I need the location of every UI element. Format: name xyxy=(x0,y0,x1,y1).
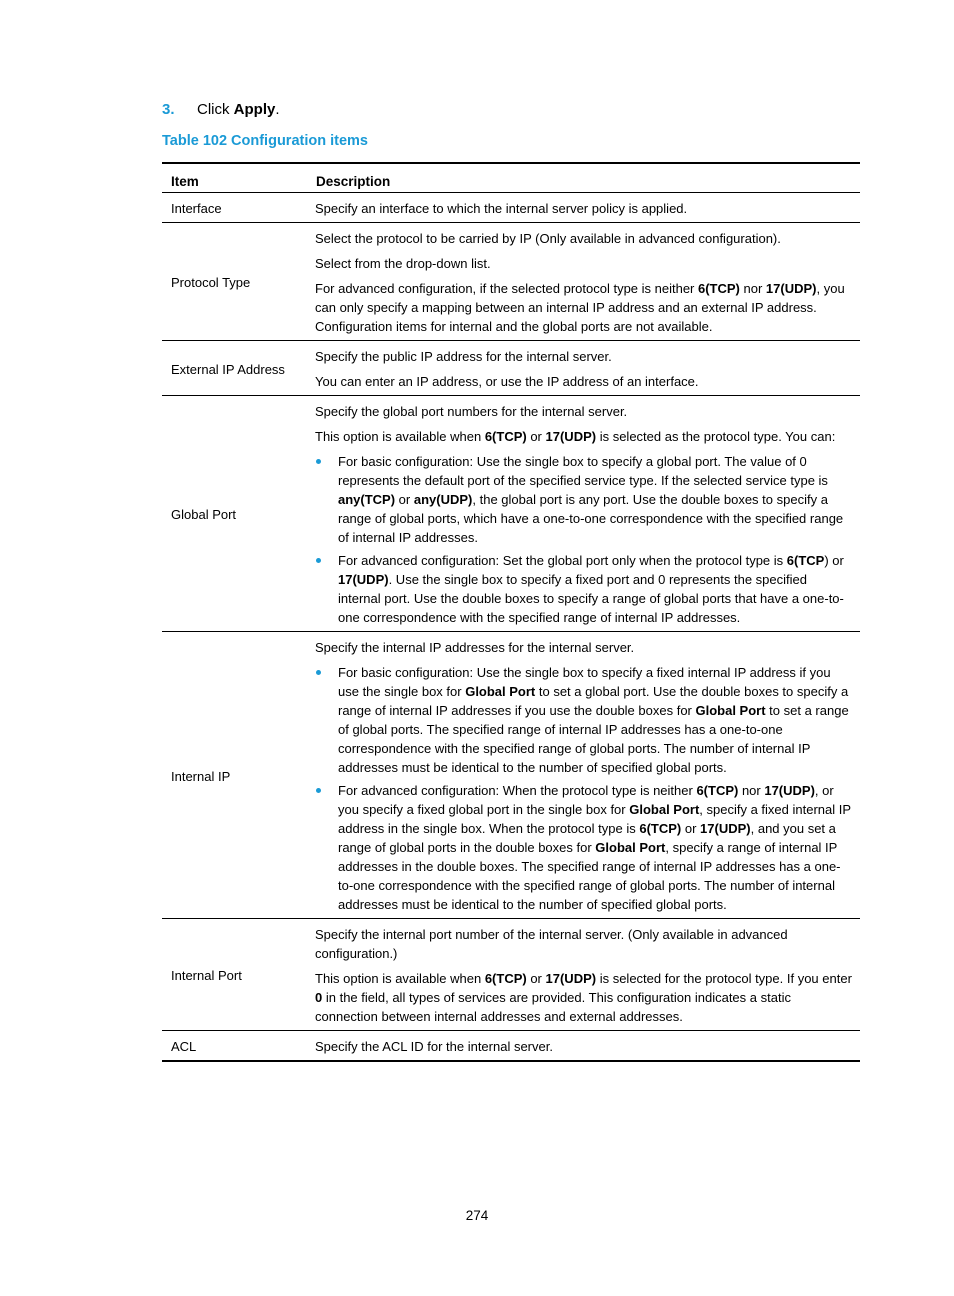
description-paragraph xyxy=(315,427,852,446)
page-number: 274 xyxy=(465,1208,489,1223)
text-run: For advanced configuration: When the protocol type is neither xyxy=(338,783,697,798)
text-run: nor xyxy=(739,281,766,296)
description-paragraph xyxy=(315,638,852,657)
text-run: Specify the global port numbers for the internal server. xyxy=(315,404,628,419)
text-run: Select the protocol to be carried by IP (Only available in advanced configuration). xyxy=(315,231,781,246)
description-cell xyxy=(307,341,860,396)
bold-term: 6(TCP) xyxy=(484,429,527,444)
description-cell xyxy=(307,396,860,632)
text-run: or xyxy=(395,492,414,507)
text-run: to set a range of global ports. The specified range of internal IP addresses has a one-to-one correspondence with the specified range of global ports. The number of internal IP addresses must be identical to the number of specified global ports. xyxy=(338,703,849,775)
description-cell xyxy=(307,919,860,1031)
text-run: , specify a fixed internal IP address in the single box. When the protocol type is xyxy=(338,802,851,836)
table-caption: Table 102 Configuration items xyxy=(162,133,368,149)
text-run: is selected as the protocol type. You can: xyxy=(596,429,836,444)
bold-term: 17(UDP) xyxy=(765,281,817,296)
item-cell: Interface xyxy=(162,193,307,223)
step-number: 3. xyxy=(162,101,175,118)
text-run: , specify a range of internal IP addresses in the double boxes. The specified range of internal IP addresses has a one-to-one correspondence with the specified range of global ports. The number of internal addresses must be identical to the number of specified global ports. xyxy=(338,840,841,912)
description-paragraph xyxy=(315,969,852,1026)
text-run: ) or xyxy=(824,553,844,568)
header-item: Item xyxy=(162,163,307,193)
description-paragraph xyxy=(315,372,852,391)
item-cell: Internal Port xyxy=(162,919,307,1031)
bullet-dot-icon xyxy=(316,558,321,563)
text-run: nor xyxy=(738,783,765,798)
bold-term: 6(TCP) xyxy=(696,783,739,798)
text-run: , the global port is any port. Use the double boxes to specify a range of global ports, which have a one-to-one correspondence with the specified range of internal IP addresses. xyxy=(338,492,844,545)
bold-term: 6(TCP) xyxy=(698,281,740,296)
step-end: . xyxy=(275,101,280,118)
text-run: , you can only specify a mapping between an internal IP address and an external IP address. Configuration items for internal and the global ports are not available. xyxy=(315,281,845,334)
description-paragraph xyxy=(315,347,852,366)
bold-term: 6(TCP) xyxy=(639,821,682,836)
apply-label: Apply xyxy=(233,101,276,118)
text-run: . Use the single box to specify a fixed port and 0 represents the specified internal port. Use the double boxes to specify a range of global ports that have a one-to-one correspondence with the specified range of internal IP addresses. xyxy=(338,572,844,625)
bold-term: Global Port xyxy=(465,684,536,699)
bullet-item xyxy=(315,781,852,914)
description-paragraph xyxy=(315,229,852,248)
item-cell: Protocol Type xyxy=(162,223,307,341)
table-row xyxy=(162,919,860,1031)
table-row xyxy=(162,396,860,632)
text-run: Specify the internal IP addresses for the internal server. xyxy=(315,640,635,655)
step-text: Click xyxy=(197,101,234,118)
text-run: Specify the public IP address for the internal server. xyxy=(315,349,612,364)
description-paragraph xyxy=(315,925,852,963)
step-instruction xyxy=(162,99,280,121)
text-run: For basic configuration: Use the single box to specify a fixed internal IP address if you use the single box for xyxy=(338,665,831,699)
table-row xyxy=(162,632,860,919)
text-run: For advanced configuration, if the selected protocol type is neither xyxy=(315,281,698,296)
item-cell: External IP Address xyxy=(162,341,307,396)
text-run: Specify the internal port number of the internal server. (Only available in advanced configuration.) xyxy=(315,927,788,961)
bullet-list xyxy=(315,452,852,627)
description-cell xyxy=(307,193,860,223)
text-run: is selected for the protocol type. If you enter xyxy=(596,971,852,986)
text-run: or xyxy=(526,971,546,986)
description-cell xyxy=(307,632,860,919)
bold-term: 0 xyxy=(315,990,323,1005)
description-cell xyxy=(307,223,860,341)
bold-term: Global Port xyxy=(595,840,666,855)
text-run: , or you specify a fixed global port in the single box for xyxy=(338,783,834,817)
header-description: Description xyxy=(307,163,860,193)
description-paragraph xyxy=(315,254,852,273)
text-run: to set a global port. Use the double boxes to specify a range of internal IP addresses if you use the double boxes for xyxy=(338,684,849,718)
bold-term: 6(TCP xyxy=(786,553,825,568)
item-cell: ACL xyxy=(162,1031,307,1062)
description-cell xyxy=(307,1031,860,1062)
bold-term: 17(UDP) xyxy=(545,429,597,444)
bullet-item xyxy=(315,663,852,777)
table-row xyxy=(162,341,860,396)
description-paragraph xyxy=(315,1037,852,1056)
bold-term: 6(TCP) xyxy=(484,971,527,986)
table-header-row xyxy=(162,163,860,193)
table-row xyxy=(162,193,860,223)
bold-term: 17(UDP) xyxy=(764,783,815,798)
bold-term: any(UDP) xyxy=(413,492,473,507)
text-run: Select from the drop-down list. xyxy=(315,256,491,271)
bold-term: any(TCP) xyxy=(338,492,396,507)
bold-term: Global Port xyxy=(695,703,766,718)
item-cell: Internal IP xyxy=(162,632,307,919)
table-row xyxy=(162,223,860,341)
bullet-list xyxy=(315,663,852,914)
text-run: For basic configuration: Use the single box to specify a global port. The value of 0 represents the default port of the specified service type. If the selected service type is xyxy=(338,454,828,488)
item-cell: Global Port xyxy=(162,396,307,632)
text-run: or xyxy=(526,429,546,444)
bold-term: 17(UDP) xyxy=(545,971,597,986)
text-run: This option is available when xyxy=(315,429,485,444)
bold-term: 17(UDP) xyxy=(700,821,751,836)
bullet-item xyxy=(315,551,852,627)
text-run: This option is available when xyxy=(315,971,485,986)
text-run: Specify an interface to which the internal server policy is applied. xyxy=(315,201,688,216)
text-run: or xyxy=(681,821,701,836)
description-paragraph xyxy=(315,402,852,421)
bold-term: Global Port xyxy=(629,802,700,817)
bold-term: 17(UDP) xyxy=(338,572,389,587)
bullet-dot-icon xyxy=(316,670,321,675)
text-run: You can enter an IP address, or use the IP address of an interface. xyxy=(315,374,699,389)
description-paragraph xyxy=(315,199,852,218)
table-body xyxy=(162,193,860,1062)
bullet-dot-icon xyxy=(316,788,321,793)
text-run: Specify the ACL ID for the internal server. xyxy=(315,1039,553,1054)
text-run: For advanced configuration: Set the global port only when the protocol type is xyxy=(338,553,787,568)
bullet-dot-icon xyxy=(316,459,321,464)
table-row xyxy=(162,1031,860,1062)
configuration-items-table xyxy=(162,162,860,1062)
description-paragraph xyxy=(315,279,852,336)
bullet-item xyxy=(315,452,852,547)
text-run: in the field, all types of services are provided. This configuration indicates a static connection between internal addresses and external addresses. xyxy=(315,990,791,1024)
text-run: , and you set a range of global ports in the double boxes for xyxy=(338,821,836,855)
